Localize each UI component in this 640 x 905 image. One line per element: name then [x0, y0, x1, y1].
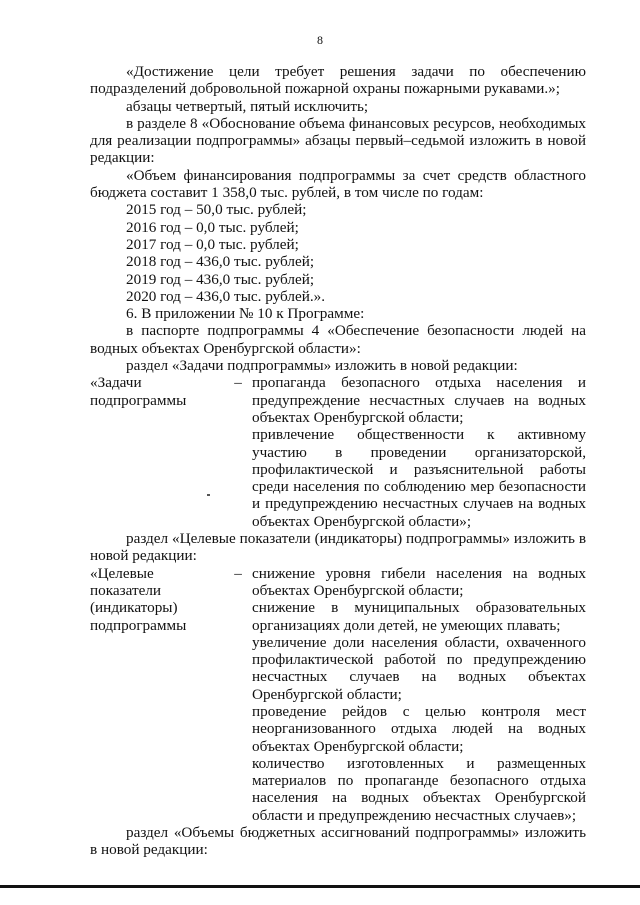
funding-by-year-list	[90, 201, 586, 305]
paragraph-budget: раздел «Объемы бюджетных ассигнований подпрограммы» изложить в новой редакции:	[90, 824, 586, 859]
indicators-dash: –	[234, 564, 242, 582]
tasks-dash: –	[234, 374, 242, 392]
paragraph-appendix: 6. В приложении № 10 к Программе:	[126, 305, 365, 323]
indicator-item: увеличение доли населения области, охваченного профилактической работой по предупреждению несчастных случаев на водных объектах Оренбургской области;	[252, 633, 586, 703]
year-line: 2015 год – 50,0 тыс. рублей;	[126, 201, 307, 219]
indicator-item: снижение в муниципальных образовательных организациях доли детей, не умеющих плавать;	[252, 599, 586, 634]
year-line: 2018 год – 436,0 тыс. рублей;	[126, 253, 315, 271]
paragraph-passport: в паспорте подпрограммы 4 «Обеспечение безопасности людей на водных объектах Оренбургской области»:	[90, 322, 586, 357]
tasks-block	[90, 374, 586, 530]
paragraph-indicators-intro: раздел «Целевые показатели (индикаторы) подпрограммы» изложить в новой редакции:	[90, 530, 586, 565]
paragraph-section8: в разделе 8 «Обоснование объема финансовых ресурсов, необходимых для реализации подпрограммы» абзацы первый–седьмой изложить в новой редакции:	[90, 114, 586, 167]
indicators-block	[90, 565, 586, 824]
tasks-items	[252, 374, 586, 530]
indicator-item: снижение уровня гибели населения на водных объектах Оренбургской области;	[252, 564, 586, 599]
indicators-items	[252, 565, 586, 824]
bottom-border-line	[0, 885, 640, 888]
paragraph-tasks-intro: раздел «Задачи подпрограммы» изложить в новой редакции:	[126, 357, 518, 375]
paragraph-goal: «Достижение цели требует решения задачи по обеспечению подразделений добровольной пожарной охраны пожарными рукавами.»;	[90, 63, 586, 98]
indicators-label: «Целевые показатели (индикаторы) подпрограммы	[90, 564, 187, 634]
scan-speck	[207, 494, 210, 496]
tasks-label: «Задачи подпрограммы	[90, 374, 187, 409]
paragraph-exclude: абзацы четвертый, пятый исключить;	[126, 97, 369, 115]
year-line: 2016 год – 0,0 тыс. рублей;	[126, 218, 299, 236]
task-item: привлечение общественности к активному участию в проведении организаторской, профилактической и разъяснительной работы среди населения по соблюдению мер безопасности и предупреждению несчастных случаев на водных объектах Оренбургской области»;	[252, 426, 586, 530]
paragraph-funding: «Объем финансирования подпрограммы за счет средств областного бюджета составит 1 358,0 тыс. рублей, в том числе по годам:	[90, 166, 586, 202]
page-number: 8	[317, 33, 323, 47]
document-body	[90, 63, 586, 859]
year-line: 2019 год – 436,0 тыс. рублей;	[126, 270, 315, 288]
task-item: пропаганда безопасного отдыха населения и предупреждение несчастных случаев на водных объектах Оренбургской области;	[252, 374, 586, 426]
indicator-item: количество изготовленных и размещенных материалов по пропаганде безопасного отдыха населения на водных объектах Оренбургской области и предупреждению несчастных случаев»;	[252, 754, 586, 824]
indicator-item: проведение рейдов с целью контроля мест неорганизованного отдыха людей на водных объектах Оренбургской области;	[252, 702, 586, 755]
year-line: 2017 год – 0,0 тыс. рублей;	[126, 235, 299, 253]
year-line: 2020 год – 436,0 тыс. рублей.».	[126, 287, 326, 305]
